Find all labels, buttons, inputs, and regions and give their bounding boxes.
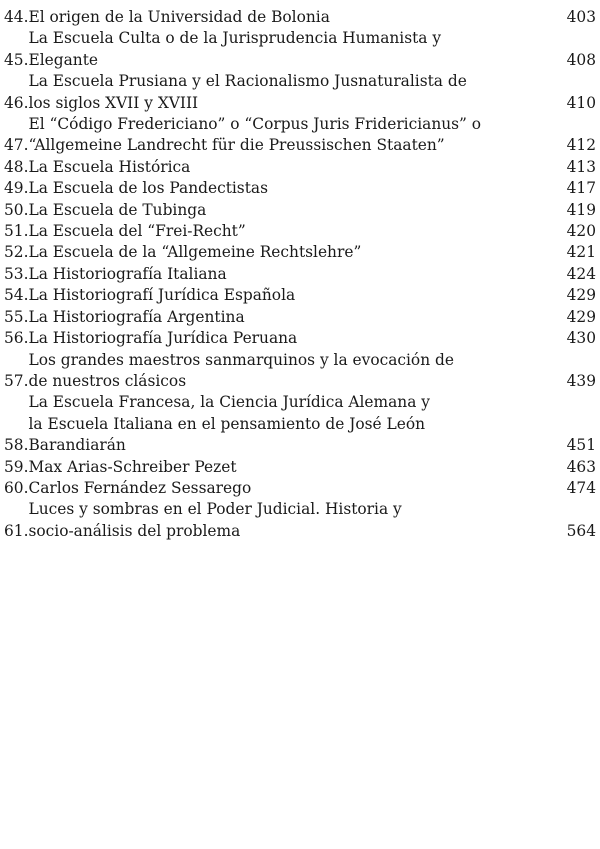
toc-entry-number: 54. bbox=[4, 286, 29, 305]
toc-entry-title bbox=[28, 221, 548, 242]
toc-entry-number: 47. bbox=[4, 136, 29, 155]
toc-entry-title-line: La Historiografía Jurídica Peruana bbox=[28, 329, 298, 348]
toc-entry-page-number: 408 bbox=[566, 50, 596, 69]
toc-entry-title-line: “Allgemeine Landrecht für die Preussischen Staaten” bbox=[28, 136, 445, 155]
toc-entry-page-number: 429 bbox=[566, 286, 596, 305]
toc-entry-page-number: 439 bbox=[566, 371, 596, 390]
toc-entry-page-number: 403 bbox=[566, 8, 596, 26]
toc-entry-title bbox=[28, 157, 548, 178]
toc-entry-title bbox=[28, 350, 548, 393]
toc-entry-title-line: de nuestros clásicos bbox=[28, 371, 187, 390]
toc-entry-page-number: 413 bbox=[566, 157, 596, 176]
toc-entry bbox=[4, 328, 596, 349]
toc-entry-number: 58. bbox=[4, 436, 29, 455]
toc-entry-title bbox=[28, 457, 548, 478]
toc-entry-title-line: la Escuela Italiana en el pensamiento de José León bbox=[28, 414, 426, 433]
toc-entry bbox=[4, 71, 596, 114]
toc-entry-page-number: 412 bbox=[566, 136, 596, 155]
toc-entry-number: 61. bbox=[4, 521, 29, 540]
toc-entry bbox=[4, 221, 596, 242]
toc-entry-title-line: El origen de la Universidad de Bolonia bbox=[28, 8, 330, 26]
toc-entry-page-number: 430 bbox=[566, 329, 596, 348]
table-of-contents bbox=[4, 7, 596, 542]
toc-entry bbox=[4, 28, 596, 71]
toc-entry-title-line: Los grandes maestros sanmarquinos y la evocación de bbox=[28, 350, 454, 369]
toc-entry-title bbox=[28, 499, 548, 542]
toc-entry-title bbox=[28, 285, 548, 306]
toc-entry-page-number: 420 bbox=[566, 222, 596, 241]
toc-entry-title bbox=[28, 307, 548, 328]
toc-entry bbox=[4, 7, 596, 28]
toc-entry-title bbox=[28, 200, 548, 221]
toc-entry-page-number: 451 bbox=[566, 436, 596, 455]
toc-entry-page-number: 421 bbox=[566, 243, 596, 262]
toc-entry-title-line: socio-análisis del problema bbox=[28, 521, 241, 540]
toc-entry-number: 46. bbox=[4, 93, 29, 112]
toc-entry-title-line: Carlos Fernández Sessarego bbox=[28, 478, 252, 497]
toc-entry bbox=[4, 307, 596, 328]
toc-entry-title-line: La Escuela de los Pandectistas bbox=[28, 179, 268, 198]
toc-entry bbox=[4, 478, 596, 499]
toc-entry-title-line: El “Código Fredericiano” o “Corpus Juris Fridericianus” o bbox=[28, 115, 482, 134]
toc-entry bbox=[4, 242, 596, 263]
toc-entry-number: 49. bbox=[4, 179, 29, 198]
toc-entry-title-line: La Escuela de la “Allgemeine Rechtslehre” bbox=[28, 243, 362, 262]
toc-entries bbox=[4, 7, 596, 542]
toc-entry-title bbox=[28, 71, 548, 114]
toc-entry bbox=[4, 200, 596, 221]
toc-entry-title-line: La Historiografía Argentina bbox=[28, 307, 245, 326]
toc-entry-page-number: 474 bbox=[566, 478, 596, 497]
toc-entry bbox=[4, 350, 596, 393]
toc-entry bbox=[4, 499, 596, 542]
toc-entry-title-line: los siglos XVII y XVIII bbox=[28, 93, 199, 112]
toc-entry-title-line: La Escuela de Tubinga bbox=[28, 200, 207, 219]
toc-entry bbox=[4, 114, 596, 157]
toc-entry bbox=[4, 157, 596, 178]
toc-entry-title bbox=[28, 328, 548, 349]
toc-entry-page-number: 410 bbox=[566, 93, 596, 112]
toc-entry-title-line: La Escuela Francesa, la Ciencia Jurídica Alemana y bbox=[28, 393, 430, 412]
toc-entry-title bbox=[28, 242, 548, 263]
toc-entry bbox=[4, 392, 596, 456]
toc-entry-number: 44. bbox=[4, 8, 29, 26]
toc-entry-page-number: 419 bbox=[566, 200, 596, 219]
toc-entry-title bbox=[28, 478, 548, 499]
toc-entry-title-line: La Historiografía Italiana bbox=[28, 264, 227, 283]
toc-entry-page-number: 417 bbox=[566, 179, 596, 198]
toc-entry bbox=[4, 285, 596, 306]
toc-entry-number: 52. bbox=[4, 243, 29, 262]
toc-entry-number: 60. bbox=[4, 478, 29, 497]
toc-entry-number: 48. bbox=[4, 157, 29, 176]
toc-entry-title-line: La Historiografí Jurídica Española bbox=[28, 286, 296, 305]
toc-entry-title bbox=[28, 7, 548, 28]
toc-entry bbox=[4, 264, 596, 285]
toc-entry bbox=[4, 457, 596, 478]
toc-entry-title-line: La Escuela Prusiana y el Racionalismo Jusnaturalista de bbox=[28, 72, 467, 91]
toc-entry-title-line: Max Arias-Schreiber Pezet bbox=[28, 457, 237, 476]
toc-entry-title bbox=[28, 264, 548, 285]
toc-entry-title-line: La Escuela Histórica bbox=[28, 157, 191, 176]
toc-entry-page-number: 424 bbox=[566, 264, 596, 283]
toc-entry-page-number: 564 bbox=[566, 521, 596, 540]
toc-entry-title-line: La Escuela del “Frei-Recht” bbox=[28, 222, 246, 241]
toc-entry-number: 51. bbox=[4, 222, 29, 241]
toc-entry-number: 45. bbox=[4, 50, 29, 69]
toc-entry-number: 57. bbox=[4, 371, 29, 390]
toc-entry-title bbox=[28, 114, 548, 157]
toc-entry-title bbox=[28, 178, 548, 199]
toc-entry-title bbox=[28, 392, 548, 456]
toc-entry-number: 55. bbox=[4, 307, 29, 326]
toc-entry-number: 50. bbox=[4, 200, 29, 219]
toc-entry-title bbox=[28, 28, 548, 71]
toc-entry-title-line: Luces y sombras en el Poder Judicial. Historia y bbox=[28, 500, 402, 519]
toc-entry-page-number: 429 bbox=[566, 307, 596, 326]
toc-entry-title-line: Barandiarán bbox=[28, 436, 126, 455]
toc-entry bbox=[4, 178, 596, 199]
toc-entry-page-number: 463 bbox=[566, 457, 596, 476]
toc-entry-title-line: Elegante bbox=[28, 50, 98, 69]
toc-entry-number: 56. bbox=[4, 329, 29, 348]
toc-entry-number: 59. bbox=[4, 457, 29, 476]
toc-entry-title-line: La Escuela Culta o de la Jurisprudencia Humanista y bbox=[28, 29, 442, 48]
toc-entry-number: 53. bbox=[4, 264, 29, 283]
